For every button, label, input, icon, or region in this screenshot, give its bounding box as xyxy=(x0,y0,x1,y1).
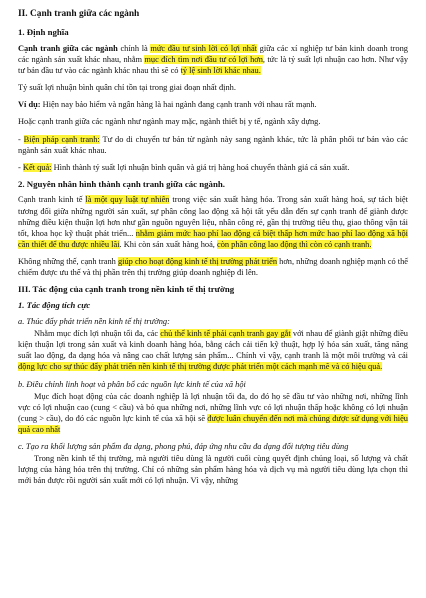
paragraph-ty-suat: Tỷ suất lợi nhuận bình quân chỉ tồn tại trong giai đoạn nhất định. xyxy=(18,83,236,93)
highlight-giam-hao-phi: nhằm giảm mức hao phí lao động cá biệt thấp hơn mức hao phí lao động xã hội cần thiết để thu được nhiều lãi xyxy=(18,228,408,249)
highlight-muc-dau-tu: mức đầu tư sinh lời có lợi nhất xyxy=(150,44,258,54)
highlight-chu-the: chủ thể kinh tế phải cạnh tranh gay gắt xyxy=(160,329,291,339)
paragraph-c: Trong nền kinh tế thị trường, mà người tiêu dùng là người cuối cùng quyết định chủng loại, số lượng và chất lượng của hàng hóa trên thị trường. Chỉ có những sản phẩm hàng hóa và dịch vụ mà người tiêu dùng lựa chọn thì mới bán được rồi người sản xuất mới có lợi nhuận. Vì vậy, những xyxy=(18,454,408,486)
heading-a: a. Thúc đẩy phát triển nền kinh tế thị trường: xyxy=(18,317,170,327)
heading-c: c. Tạo ra khối lượng sản phẩm đa dạng, phong phú, đáp ứng nhu cầu đa dạng đối tượng tiêu dùng xyxy=(18,442,349,452)
text-run: Mục đích hoạt động của các doanh nghiệp là lợi nhuận tối đa, do đó họ sẽ đầu tư vào những nơi, những lĩnh vực có lợi nhuận cao (cung < cầu) và bỏ qua những nơi, những lĩnh vực có lợi nhuận thấp hoặc không có lợi nhuận (cung > cầu), do đó các nguồn lực kinh tế của xã hội sẽ xyxy=(18,391,408,423)
text-run: , tức là tỷ suất lợi nhuận cao hơn. Như vậy tư bản đầu tư vào các ngành khác nhau thì sẽ có xyxy=(18,55,409,76)
term-canh-tranh-giua-cac-nganh: Cạnh tranh giữa các ngành xyxy=(18,44,118,54)
highlight-phan-cong: còn phân công lao động thì còn có cạnh tranh. xyxy=(217,239,372,249)
bullet-dash: - xyxy=(18,134,24,144)
heading-nguyen-nhan: 2. Nguyên nhân hình thành cạnh tranh giữa các ngành. xyxy=(18,178,225,189)
text-run: . Khi còn sản xuất hàng hoá, xyxy=(119,239,217,249)
paragraph-canh-tranh-kinh-te xyxy=(18,194,408,249)
highlight-ty-le-sinh-loi: tỷ lệ sinh lời khác nhau. xyxy=(180,66,261,76)
highlight-ket-qua: Kết quả: xyxy=(22,162,52,172)
text-run: Tư do di chuyển tư bản từ ngành này sang ngành khác, tức là phân phối tư bản vào các ngành sản xuất khác nhau. xyxy=(18,134,408,155)
highlight-giup-phat-trien: giúp cho hoạt động kinh tế thị trường phát triển xyxy=(117,256,278,266)
paragraph-bien-phap xyxy=(18,134,408,156)
highlight-muc-dich: mục đích tìm nơi đầu tư có lợi hơn xyxy=(144,55,263,65)
paragraph-a xyxy=(18,328,408,372)
text-run: Cạnh tranh kinh tế xyxy=(18,195,86,205)
text-run: Nhằm mục đích lợi nhuận tối đa, các xyxy=(34,329,161,339)
highlight-luan-chuyen: được luân chuyển đến nơi mà chúng được sử dụng với hiệu quả cao nhất xyxy=(18,413,408,434)
paragraph-hoac: Hoặc cạnh tranh giữa các ngành như ngành may mặc, ngành thiết bị y tế, ngành xây dựng. xyxy=(18,117,321,127)
heading-tac-dong-tich-cuc: 1. Tác động tích cực xyxy=(18,299,91,310)
highlight-bien-phap: Biện pháp cạnh tranh: xyxy=(23,134,100,144)
text-run: Không những thế, cạnh tranh xyxy=(18,256,118,266)
text-run: giữa các xí nghiệp tư bản kinh doanh trong các ngành sản xuất khác nhau, nhằm xyxy=(18,44,408,65)
heading-b: b. Điều chỉnh linh hoạt và phân bổ các nguồn lực kinh tế của xã hội xyxy=(18,379,246,389)
section-heading-ii: II. Cạnh tranh giữa các ngành xyxy=(18,9,140,19)
highlight-quy-luat: là một quy luật tự nhiên xyxy=(85,195,170,205)
text-run: Hình thành tỷ suất lợi nhuận bình quân và giá trị hàng hoá chuyển thành giá cả sản xuất. xyxy=(51,162,350,172)
heading-dinh-nghia: 1. Định nghĩa xyxy=(18,27,69,38)
bullet-dash: - xyxy=(18,162,23,172)
text-run: với nhau để giành giật những điều kiện thuận lợi trong sản xuất và kinh doanh hàng hóa, bằng cách cải tiến kỹ thuật, hợp lý hóa sản xuất, tăng năng suất lao động, đa dạng hóa và nâng cao chất lượng sản phẩm... Chính vì vậy, cạnh tranh là một môi trường và cái xyxy=(18,329,408,361)
paragraph-ket-qua xyxy=(18,162,408,173)
paragraph-b xyxy=(18,391,408,435)
text-run: Hiện nay bảo hiểm và ngân hàng là hai ngành đang cạnh tranh với nhau rất mạnh. xyxy=(40,100,317,110)
text-run: trong việc sản xuất hàng hóa. Trong sản xuất hàng hoá, sự tách biệt tương đối giữa những người sản xuất, sự phân công lao động xã hội tất yếu dẫn đến sự cạnh tranh để giành được những điều kiện thuận lợi hơn như gần nguồn nguyên liệu, nhân công rẻ, gần thị trường tiêu thụ, giao thông vận tải tốt, khoa học kỹ thuật phát triển... xyxy=(18,195,408,238)
paragraph-definition xyxy=(18,43,408,76)
paragraph-vi-du xyxy=(18,99,408,110)
text-run: hơn, những doanh nghiệp mạnh có thế chiếm được ưu thế và thị phần trên thị trường giúp doanh nghiệp đi lên. xyxy=(18,256,409,278)
label-vi-du: Ví dụ: xyxy=(18,100,41,110)
paragraph-khong-nhung xyxy=(18,256,408,278)
heading-tac-dong: III. Tác động của cạnh tranh trong nền kinh tế thị trường xyxy=(18,284,235,295)
highlight-dong-luc: động lực cho sự thúc đẩy phát triển nền kinh tế thị trường được phát triển một cách mạnh mẽ và có hiệu quả. xyxy=(18,362,383,372)
text-run: chính là xyxy=(117,44,151,54)
